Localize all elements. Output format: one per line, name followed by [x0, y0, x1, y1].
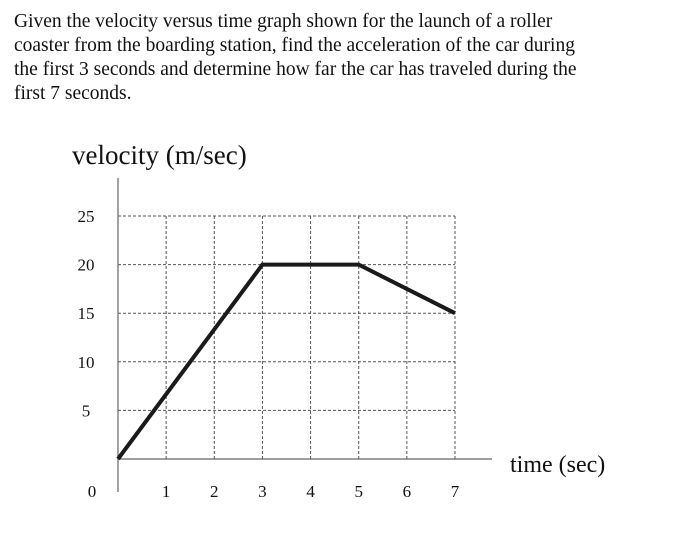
- y-tick-label-5: 5: [81, 401, 91, 421]
- x-tick-label-0: 0: [87, 482, 97, 501]
- y-tick-label-15: 15: [77, 304, 95, 324]
- problem-line-4: first 7 seconds.: [14, 83, 132, 104]
- x-tick-label-4: 4: [306, 482, 315, 501]
- x-tick-label-3: 3: [258, 482, 267, 501]
- y-axis-label: velocity (m/sec): [72, 140, 247, 170]
- grid: [118, 216, 455, 459]
- x-tick-label-6: 6: [402, 482, 412, 501]
- x-axis-label: time (sec): [510, 452, 606, 478]
- x-tick-label-5: 5: [354, 482, 363, 501]
- x-tick-label-1: 1: [161, 482, 171, 501]
- axes: [118, 178, 492, 492]
- y-tick-label-25: 25: [77, 207, 95, 226]
- x-tick-label-7: 7: [450, 482, 460, 501]
- problem-line-2: coaster from the boarding station, find the acceleration of the car during: [14, 35, 575, 56]
- y-tick-label-10: 10: [77, 352, 95, 372]
- tick-labels: [78, 207, 460, 501]
- problem-line-3: the first 3 seconds and determine how far the car has traveled during the: [14, 59, 577, 80]
- y-tick-label-20: 20: [77, 255, 95, 275]
- x-tick-label-2: 2: [210, 482, 219, 501]
- problem-line-1: Given the velocity versus time graph shown for the launch of a roller: [14, 11, 553, 32]
